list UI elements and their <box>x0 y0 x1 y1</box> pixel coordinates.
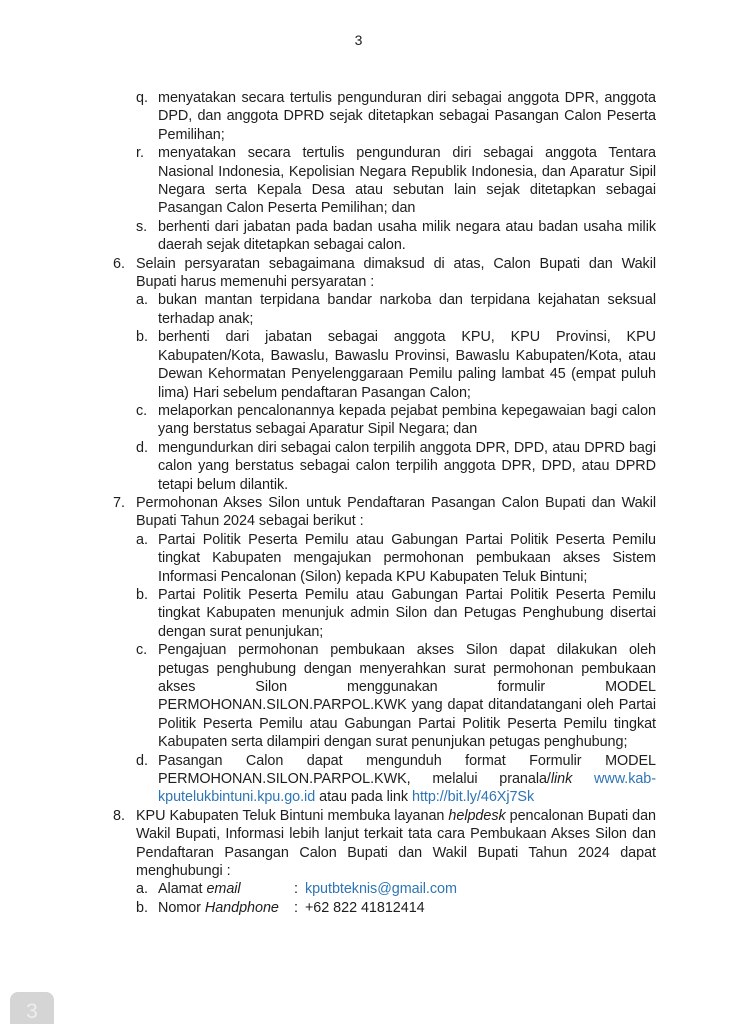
list-marker: 7. <box>113 494 125 511</box>
list-marker: 8. <box>113 807 125 824</box>
list-marker: b. <box>136 899 148 916</box>
list-item-s <box>113 218 656 255</box>
list-item-text <box>158 402 656 439</box>
list-item-text <box>158 218 656 255</box>
contact-value <box>305 880 656 898</box>
list-marker: a. <box>136 881 148 898</box>
text-segment: Pasangan Calon dapat mengunduh format Formulir MODEL PERMOHONAN.SILON.PARPOL.KWK, melalui pranala/ <box>158 752 656 788</box>
list-item-7a <box>113 531 656 586</box>
list-marker: q. <box>136 90 148 106</box>
hyperlink[interactable]: www.kab-kputelukbintuni.kpu.go.id <box>158 771 656 806</box>
list-item-text <box>158 641 656 751</box>
list-marker: c. <box>136 642 148 659</box>
list-item-text <box>158 531 656 586</box>
text-segment: email <box>206 881 241 898</box>
list-item-6c <box>113 402 656 439</box>
list-item-q <box>113 89 656 144</box>
contact-row-handphone <box>113 899 656 917</box>
list-marker: r. <box>136 145 144 162</box>
list-item-text <box>158 439 656 494</box>
text-segment: Nomor <box>158 899 205 916</box>
text-segment: pencalonan Bupati dan Wakil Bupati, Informasi lebih lanjut terkait tata cara Pembukaan Akses Silon dan Pendaftaran Pasangan Calon Bupati dan Wakil Bupati Tahun 2024 dapat menghubungi : <box>136 807 656 880</box>
text-segment: +62 822 41812414 <box>304 899 425 916</box>
list-item-6 <box>113 255 656 292</box>
page-number: 3 <box>354 32 363 48</box>
list-item-r <box>113 144 656 218</box>
list-marker: 6. <box>113 255 125 272</box>
list-marker: b. <box>136 329 148 346</box>
text-segment: Permohonan Akses Silon untuk Pendaftaran Pasangan Calon Bupati dan Wakil Bupati Tahun 2024 sebagai berikut : <box>136 494 656 530</box>
text-segment: melaporkan pencalonannya kepada pejabat pembina kepegawaian bagi calon yang berstatus sebagai Aparatur Sipil Negara; dan <box>158 402 656 438</box>
list-marker: d. <box>136 752 148 769</box>
list-item-text <box>136 807 656 881</box>
list-marker: a. <box>136 531 148 548</box>
list-item-6d <box>113 439 656 494</box>
text-segment: mengundurkan diri sebagai calon terpilih anggota DPR, DPD, atau DPRD bagi calon yang berstatus sebagai calon terpilih anggota DPR, DPD, atau DPRD tetapi belum dilantik. <box>158 439 656 493</box>
text-segment: helpdesk <box>448 807 506 824</box>
text-segment: Handphone <box>204 899 279 916</box>
list-item-7b <box>113 586 656 641</box>
text-segment: menyatakan secara tertulis pengunduran diri sebagai anggota Tentara Nasional Indonesia, Kepolisian Negara Republik Indonesia, dan Aparatur Sipil Negara serta Kepala Desa atau sebutan lain sejak ditetapkan sebagai Pasangan Calon Peserta Pemilihan; dan <box>158 145 656 217</box>
list-item-7d <box>113 752 656 807</box>
contact-value <box>305 899 656 917</box>
list-item-text <box>136 494 656 531</box>
text-segment: Alamat <box>158 881 207 898</box>
list-item-7c <box>113 641 656 751</box>
list-item-text <box>158 586 656 641</box>
contact-colon: : <box>294 881 298 898</box>
text-segment: berhenti dari jabatan sebagai anggota KPU, KPU Provinsi, KPU Kabupaten/Kota, Bawaslu, Bawaslu Provinsi, Bawaslu Kabupaten/Kota, atau Dewan Kehormatan Penyelenggaraan Pemilu paling lambat 45 (empat puluh lima) Hari sebelum pendaftaran Pasangan Calon; <box>158 329 656 401</box>
text-segment: berhenti dari jabatan pada badan usaha milik negara atau badan usaha milik daerah sejak ditetapkan sebagai calon. <box>158 218 656 254</box>
list-marker: c. <box>136 402 148 419</box>
text-segment: menyatakan secara tertulis pengunduran diri sebagai anggota DPR, anggota DPD, dan anggota DPRD sejak ditetapkan sebagai Pasangan Calon Peserta Pemilihan; <box>158 90 656 143</box>
contact-row-email <box>113 880 656 898</box>
list-item-text <box>136 255 656 292</box>
hyperlink[interactable]: kputbteknis@gmail.com <box>304 881 457 898</box>
contact-label <box>158 880 294 898</box>
list-item-6a <box>113 291 656 328</box>
contact-label <box>158 899 294 917</box>
text-segment: KPU Kabupaten Teluk Bintuni membuka layanan <box>136 807 449 824</box>
list-item-7 <box>113 494 656 531</box>
text-segment: Partai Politik Peserta Pemilu atau Gabungan Partai Politik Peserta Pemilu tingkat Kabupaten menunjuk admin Silon dan Petugas Penghubung disertai dengan surat penunjukan; <box>158 586 656 640</box>
text-segment <box>572 771 594 787</box>
text-segment: link <box>550 771 573 788</box>
hyperlink[interactable]: http://bit.ly/46Xj7Sk <box>411 789 535 806</box>
list-marker: a. <box>136 292 148 309</box>
list-marker: b. <box>136 586 148 603</box>
page-thumbnail-badge <box>10 992 54 1024</box>
list-marker: s. <box>136 218 148 235</box>
list-item-text <box>158 752 656 807</box>
list-marker: d. <box>136 439 148 456</box>
contact-colon: : <box>294 899 298 916</box>
document-content <box>113 89 656 917</box>
list-item-6b <box>113 328 656 402</box>
list-item-text <box>158 144 656 218</box>
list-item-8 <box>113 807 656 881</box>
text-segment: atau pada link <box>315 789 412 806</box>
list-item-text <box>158 89 656 144</box>
text-segment: Partai Politik Peserta Pemilu atau Gabungan Partai Politik Peserta Pemilu tingkat Kabupaten mengajukan permohonan pembukaan akses Sistem Informasi Pencalonan (Silon) kepada KPU Kabupaten Teluk Bintuni; <box>158 531 656 585</box>
page-thumbnail-number: 3 <box>26 1000 38 1023</box>
list-item-text <box>158 328 656 402</box>
text-segment: bukan mantan terpidana bandar narkoba dan terpidana kejahatan seksual terhadap anak; <box>158 292 656 327</box>
list-item-text <box>158 291 656 328</box>
text-segment: Selain persyaratan sebagaimana dimaksud di atas, Calon Bupati dan Wakil Bupati harus memenuhi persyaratan : <box>136 255 656 291</box>
text-segment: Pengajuan permohonan pembukaan akses Silon dapat dilakukan oleh petugas penghubung dengan menyerahkan surat permohonan pembukaan akses Silon menggunakan formulir MODEL PERMOHONAN.SILON.PARPOL.KWK yang dapat ditandatangani oleh Partai Politik Peserta Pemilu atau Gabungan Partai Politik Peserta Pemilu tingkat Kabupaten serta dilampiri dengan surat penunjukan petugas penghubung; <box>158 642 656 751</box>
